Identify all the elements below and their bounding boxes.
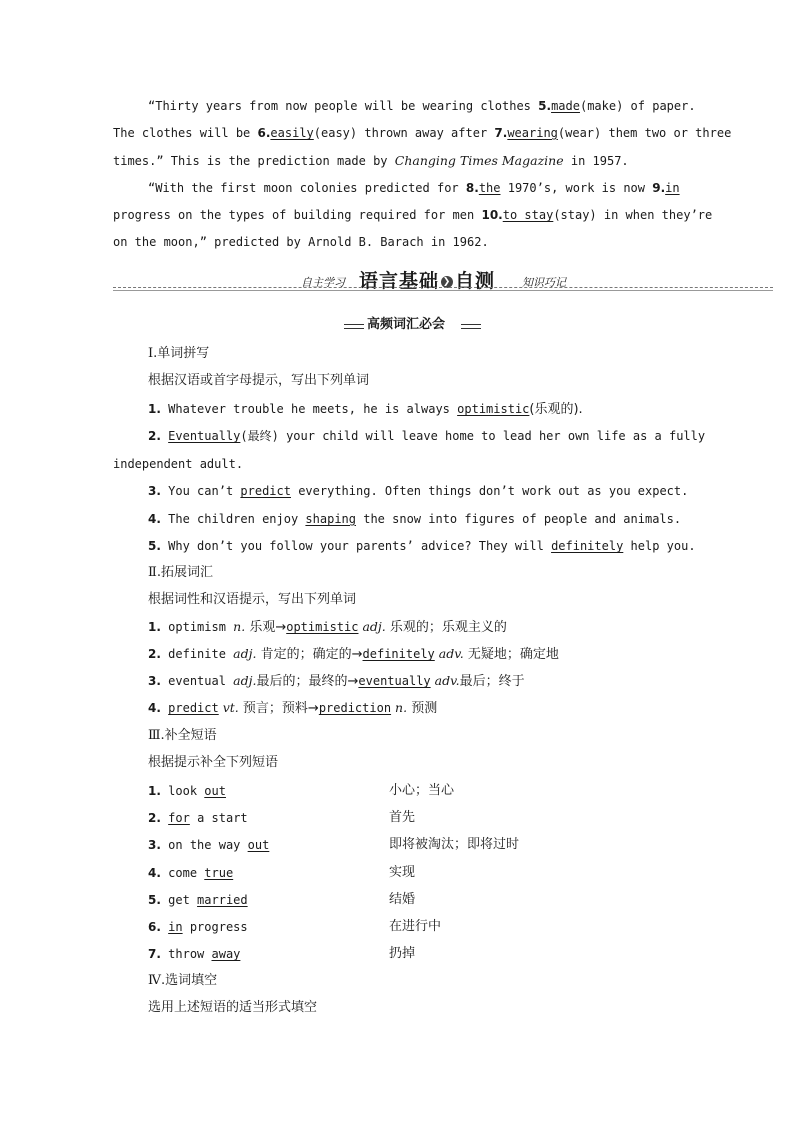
phrase-number: 3. bbox=[148, 838, 161, 852]
passage-line bbox=[113, 234, 489, 250]
passage-line bbox=[148, 180, 680, 196]
passage-text: (wear) them two or three bbox=[557, 126, 732, 140]
part-of-speech: vt. bbox=[218, 700, 239, 715]
answer-text: true bbox=[204, 866, 234, 880]
phrase-number: 1. bbox=[148, 784, 161, 798]
answer-text: the bbox=[478, 181, 501, 195]
answer-text: to stay bbox=[502, 208, 554, 222]
question-number: 3. bbox=[148, 674, 161, 688]
phrase-meaning: 首先 bbox=[389, 810, 416, 825]
sub-banner-title: 高频词汇必会 bbox=[367, 317, 446, 332]
answer-text: in bbox=[665, 181, 680, 195]
question-item bbox=[148, 619, 507, 636]
question-text: 乐观的；乐观主义的 bbox=[385, 620, 507, 635]
answer-text: definitely bbox=[551, 539, 624, 553]
phrase-text: on the way bbox=[160, 838, 248, 852]
question-number: 3. bbox=[148, 484, 161, 498]
part-of-speech: n. bbox=[233, 619, 246, 634]
phrase-item bbox=[148, 837, 269, 853]
part-of-speech: adj. bbox=[233, 673, 257, 688]
question-item bbox=[148, 511, 681, 527]
passage-line bbox=[113, 125, 731, 141]
blank-number: 7. bbox=[494, 126, 508, 140]
question-number: 2. bbox=[148, 429, 161, 443]
chevron-right-icon: ❯ bbox=[442, 277, 452, 287]
blank-number: 6. bbox=[257, 126, 271, 140]
phrase-text: progress bbox=[182, 920, 248, 934]
question-text: 预言；预料→ bbox=[238, 701, 319, 716]
question-text: 最后；终于 bbox=[459, 674, 525, 689]
answer-text: easily bbox=[270, 126, 314, 140]
banner-title-part: 语言基础 bbox=[359, 270, 440, 292]
blank-number: 8. bbox=[465, 181, 479, 195]
phrase-number: 5. bbox=[148, 893, 161, 907]
answer-text: shaping bbox=[305, 512, 356, 526]
answer-text: Eventually bbox=[168, 429, 241, 443]
question-item bbox=[148, 538, 696, 554]
divider bbox=[113, 287, 773, 288]
banner-right-label: 知识巧记 bbox=[522, 276, 566, 289]
question-number: 1. bbox=[148, 402, 161, 416]
question-number: 2. bbox=[148, 647, 161, 661]
passage-line bbox=[113, 207, 712, 223]
answer-text: married bbox=[197, 893, 248, 907]
passage-text: progress on the types of building required for men bbox=[113, 208, 482, 222]
passage-text: 1970’s, work is now bbox=[500, 181, 653, 195]
answer-text: optimistic bbox=[457, 402, 530, 416]
question-text: You can’t bbox=[160, 484, 241, 498]
question-item bbox=[148, 483, 688, 499]
section-heading: Ⅳ.选词填空 bbox=[148, 973, 218, 988]
blank-number: 9. bbox=[652, 181, 666, 195]
phrase-item bbox=[148, 783, 226, 799]
answer-text: prediction bbox=[318, 701, 392, 715]
passage-text: The clothes will be bbox=[113, 126, 258, 140]
blank-number: 5. bbox=[538, 99, 552, 113]
question-number: 4. bbox=[148, 512, 161, 526]
passage-text: on the moon,” predicted by Arnold B. Barach in 1962. bbox=[113, 235, 489, 249]
answer-text: predict bbox=[168, 701, 219, 715]
section-instruction: 根据词性和汉语提示，写出下列单词 bbox=[148, 592, 357, 607]
section-instruction: 根据提示补全下列短语 bbox=[148, 755, 279, 770]
phrase-meaning: 小心；当心 bbox=[389, 783, 455, 798]
phrase-item bbox=[148, 946, 240, 962]
answer-text: for bbox=[168, 811, 190, 825]
sub-banner bbox=[344, 316, 481, 334]
banner-title-part: 自测 bbox=[455, 270, 496, 292]
question-item bbox=[148, 673, 525, 690]
phrase-number: 4. bbox=[148, 866, 161, 880]
passage-text: in 1957. bbox=[563, 154, 629, 168]
question-text: (最终) your child will leave home to lead her own life as a fully bbox=[240, 429, 706, 443]
answer-text: made bbox=[551, 99, 580, 113]
passage-line bbox=[148, 98, 696, 114]
phrase-number: 7. bbox=[148, 947, 161, 961]
passage-text: (easy) thrown away after bbox=[313, 126, 495, 140]
question-item bbox=[148, 700, 437, 717]
question-number: 5. bbox=[148, 539, 161, 553]
phrase-item bbox=[148, 810, 248, 826]
part-of-speech: adv. bbox=[430, 673, 460, 688]
question-number: 1. bbox=[148, 620, 161, 634]
passage-text: times.” This is the prediction made by bbox=[113, 154, 395, 168]
banner-title bbox=[359, 266, 495, 293]
section-heading: Ⅲ.补全短语 bbox=[148, 728, 217, 743]
question-item-continued bbox=[113, 456, 243, 472]
phrase-item bbox=[148, 892, 248, 908]
question-item bbox=[148, 428, 705, 444]
question-text: help you. bbox=[623, 539, 696, 553]
phrase-number: 2. bbox=[148, 811, 161, 825]
phrase-text: look bbox=[160, 784, 205, 798]
question-text: 最后的；最终的→ bbox=[256, 674, 359, 689]
question-text: optimism bbox=[160, 620, 234, 634]
question-text: eventual bbox=[160, 674, 234, 688]
question-item bbox=[148, 401, 583, 418]
phrase-meaning: 实现 bbox=[389, 865, 416, 880]
phrase-meaning: 即将被淘汰；即将过时 bbox=[389, 837, 520, 852]
magazine-title: Changing Times Magazine bbox=[394, 153, 564, 168]
part-of-speech: adj. bbox=[233, 646, 257, 661]
blank-number: 10. bbox=[481, 208, 503, 222]
part-of-speech: n. bbox=[391, 700, 408, 715]
question-item bbox=[148, 646, 559, 663]
part-of-speech: adv. bbox=[434, 646, 464, 661]
phrase-text: get bbox=[160, 893, 198, 907]
passage-text: (stay) in when they’re bbox=[553, 208, 713, 222]
answer-text: predict bbox=[240, 484, 291, 498]
divider bbox=[344, 324, 364, 329]
answer-text: out bbox=[247, 838, 270, 852]
answer-text: definitely bbox=[362, 647, 435, 661]
phrase-text: throw bbox=[160, 947, 212, 961]
question-text: 乐观→ bbox=[245, 620, 287, 635]
answer-text: in bbox=[168, 920, 183, 934]
passage-text: “Thirty years from now people will be wearing clothes bbox=[148, 99, 539, 113]
phrase-meaning: 结婚 bbox=[389, 892, 416, 907]
section-heading: Ⅰ.单词拼写 bbox=[148, 346, 210, 361]
passage-line bbox=[113, 153, 629, 169]
question-text: Why don’t you follow your parents’ advice? They will bbox=[160, 539, 552, 553]
section-heading: Ⅱ.拓展词汇 bbox=[148, 565, 213, 580]
answer-text: eventually bbox=[358, 674, 431, 688]
phrase-item bbox=[148, 919, 248, 935]
answer-text: optimistic bbox=[286, 620, 359, 634]
phrase-text: come bbox=[160, 866, 205, 880]
divider bbox=[113, 290, 773, 291]
section-instruction: 根据汉语或首字母提示，写出下列单词 bbox=[148, 373, 370, 388]
part-of-speech: adj. bbox=[358, 619, 386, 634]
divider bbox=[461, 324, 481, 329]
question-text: 预测 bbox=[407, 701, 438, 716]
passage-text: “With the first moon colonies predicted for bbox=[148, 181, 466, 195]
question-text: definite bbox=[160, 647, 234, 661]
phrase-number: 6. bbox=[148, 920, 161, 934]
question-text: The children enjoy bbox=[160, 512, 306, 526]
phrase-item bbox=[148, 865, 233, 881]
question-text: Whatever trouble he meets, he is always bbox=[160, 402, 458, 416]
question-text: everything. Often things don’t work out as you expect. bbox=[290, 484, 689, 498]
section-instruction: 选用上述短语的适当形式填空 bbox=[148, 1000, 318, 1015]
question-text: 无疑地；确定地 bbox=[463, 647, 559, 662]
question-text: 肯定的；确定的→ bbox=[256, 647, 363, 662]
answer-text: away bbox=[211, 947, 241, 961]
section-banner bbox=[113, 266, 773, 292]
banner-left-label: 自主学习 bbox=[301, 276, 345, 289]
question-number: 4. bbox=[148, 701, 161, 715]
question-text: independent adult. bbox=[113, 457, 244, 471]
phrase-meaning: 在进行中 bbox=[389, 919, 442, 934]
question-text: the snow into figures of people and animals. bbox=[356, 512, 682, 526]
question-text: (乐观的). bbox=[529, 402, 583, 417]
phrase-text: a start bbox=[189, 811, 248, 825]
phrase-meaning: 扔掉 bbox=[389, 946, 416, 961]
passage-text: (make) of paper. bbox=[579, 99, 696, 113]
answer-text: out bbox=[204, 784, 226, 798]
answer-text: wearing bbox=[507, 126, 558, 140]
